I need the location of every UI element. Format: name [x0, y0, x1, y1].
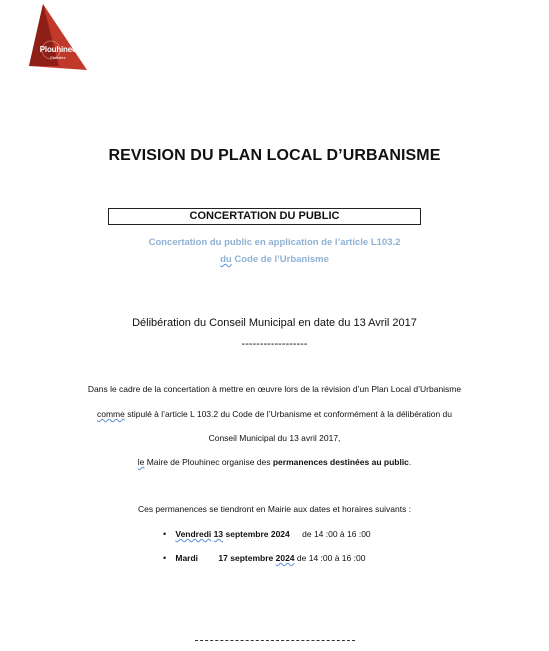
subtitle-rest: Code de l’Urbanisme: [231, 254, 329, 265]
sail-logo-icon: [29, 4, 87, 70]
word-comme: comme: [97, 409, 125, 419]
paragraph-line-4-rest: Maire de Plouhinec organise des: [144, 457, 273, 467]
page-title: REVISION DU PLAN LOCAL D’URBANISME: [108, 147, 441, 164]
date-2-day: Mardi: [175, 553, 199, 563]
paragraph-line-1: Dans le cadre de la concertation à mettre en œuvre lors de la révision d’un Plan Local d’Urbanisme: [87, 384, 462, 394]
paragraph-line-4-end: .: [408, 457, 412, 467]
subtitle-du: du: [220, 254, 232, 265]
plouhinec-logo: [29, 4, 87, 70]
word-le: le: [137, 457, 145, 467]
date-1-num: 13: [213, 529, 224, 539]
paragraph-line-4: [0, 457, 549, 467]
boxed-heading: CONCERTATION DU PUBLIC: [108, 208, 421, 225]
date-2-rest: septembre: [227, 553, 276, 563]
date-2-num: 17: [218, 553, 228, 563]
deliberation-line: Délibération du Conseil Municipal en date du 13 Avril 2017: [132, 317, 417, 329]
date-1-day: Vendredi: [175, 529, 212, 539]
permanences-bold: permanences destinées au public: [272, 457, 409, 467]
separator: ------------------: [241, 338, 308, 350]
paragraph-line-2: [0, 409, 549, 419]
logo-name: Plouhinec: [39, 45, 77, 54]
date-1-rest: septembre 2024: [223, 529, 290, 539]
subtitle-line-2: [0, 254, 549, 265]
date-2-year: 2024: [275, 553, 295, 563]
bullet: •: [163, 553, 167, 563]
date-item-1: [163, 529, 371, 539]
dates-intro: Ces permanences se tiendront en Mairie aux dates et horaires suivants :: [137, 504, 412, 514]
subtitle-line-1: Concertation du public en application de l’article L103.2: [148, 237, 401, 248]
footer-separator: [195, 640, 355, 641]
date-item-2: [163, 553, 365, 563]
paragraph-line-2-rest: stipulé à l’article L 103.2 du Code de l’Urbanisme et conformément à la délibération du: [124, 409, 452, 419]
bullet: •: [163, 529, 167, 539]
date-2-hours: de 14 :00 à 16 :00: [296, 553, 366, 563]
date-1-hours: de 14 :00 à 16 :00: [302, 529, 371, 539]
paragraph-line-3: Conseil Municipal du 13 avril 2017,: [208, 433, 341, 443]
logo-tagline: Finistère: [50, 55, 66, 60]
